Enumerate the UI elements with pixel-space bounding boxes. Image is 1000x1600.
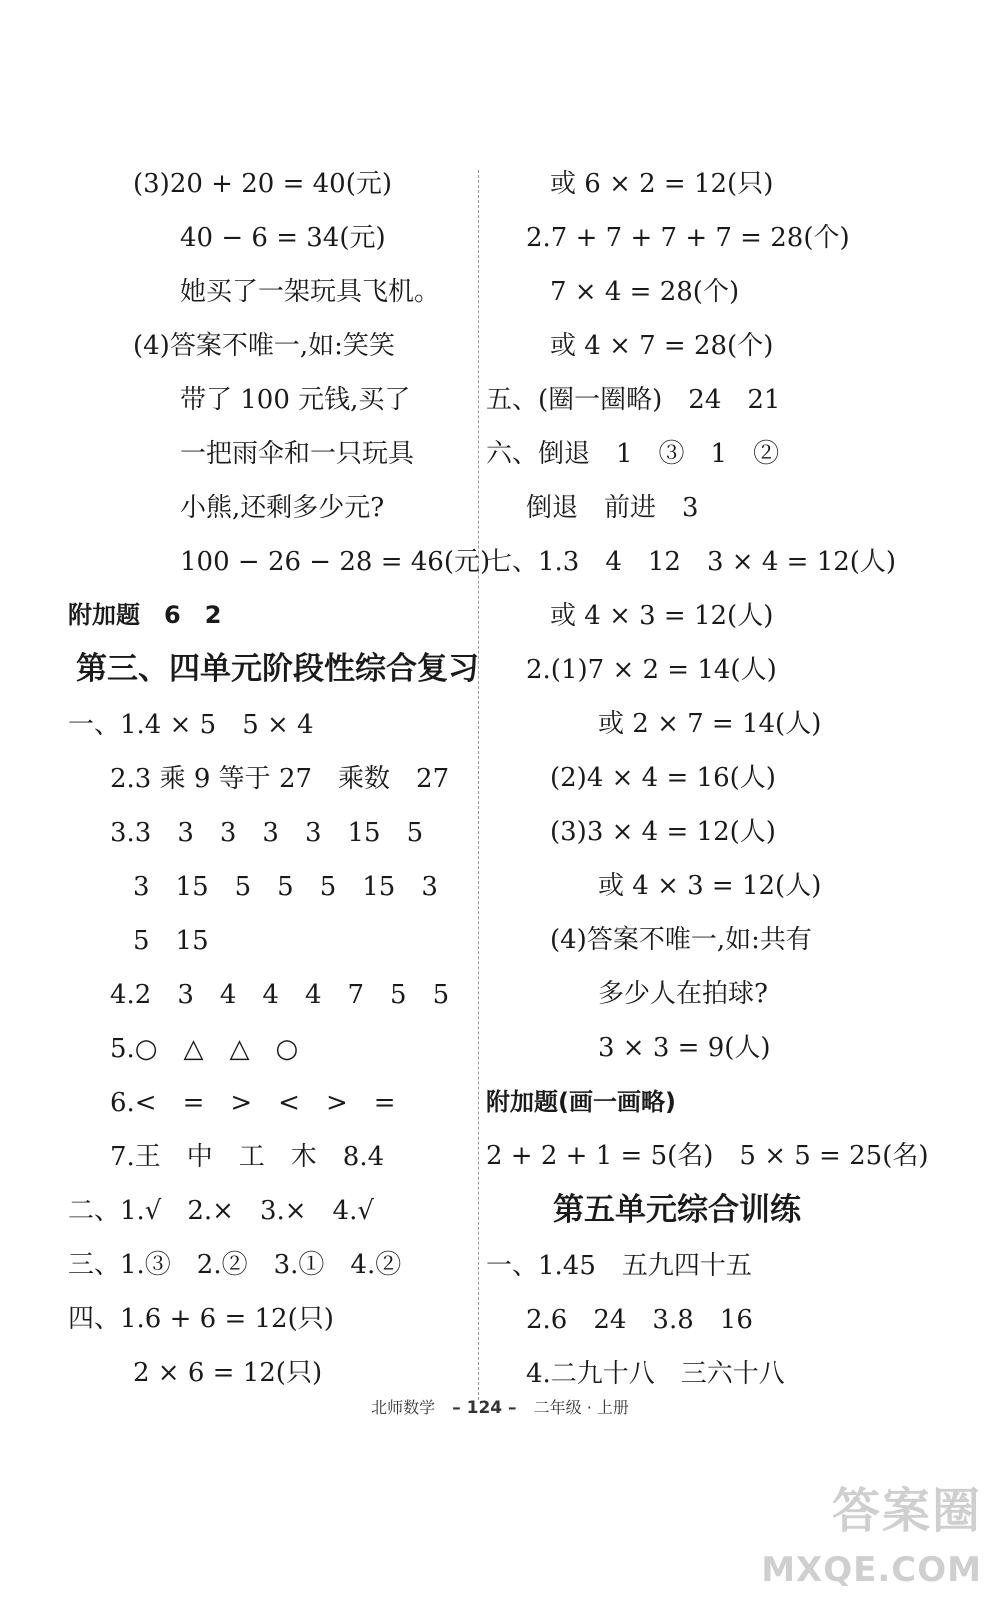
column-divider xyxy=(478,170,479,1400)
answer-line: 小熊,还剩多少元? xyxy=(180,493,385,523)
answer-line: 她买了一架玩具飞机。 xyxy=(180,277,441,307)
answer-line: (4)答案不唯一,如:共有 xyxy=(550,925,812,955)
answer-line: 40 − 6 = 34(元) xyxy=(180,223,386,253)
answer-line: 倒退 前进 3 xyxy=(526,493,699,523)
bonus-question: 附加题(画一画略) xyxy=(486,1088,676,1116)
answer-line: 带了 100 元钱,买了 xyxy=(180,385,411,415)
section-heading: 第三、四单元阶段性综合复习 xyxy=(76,651,479,687)
answer-line: 二、1.√ 2.× 3.× 4.√ xyxy=(68,1196,374,1226)
answer-line: 2.3 乘 9 等于 27 乘数 27 xyxy=(110,764,450,794)
answer-line: 7 × 4 = 28(个) xyxy=(550,277,740,307)
answer-line: 2.(1)7 × 2 = 14(人) xyxy=(526,655,777,685)
answer-line: 3 × 3 = 9(人) xyxy=(598,1033,771,1063)
answer-line: 6.< = > < > = xyxy=(110,1088,396,1118)
answer-line: 一、1.45 五九四十五 xyxy=(486,1251,752,1281)
answer-line: 一把雨伞和一只玩具 xyxy=(180,439,415,469)
answer-line: 2.6 24 3.8 16 xyxy=(526,1305,753,1335)
answer-line: 100 − 26 − 28 = 46(元) xyxy=(180,547,491,577)
answer-line: 或 4 × 7 = 28(个) xyxy=(550,331,774,361)
answer-line: 或 4 × 3 = 12(人) xyxy=(550,601,774,631)
footer-subject: 北师数学 xyxy=(371,1398,436,1417)
answer-line: 三、1.③ 2.② 3.① 4.② xyxy=(68,1250,402,1280)
answer-line: 5 15 xyxy=(133,926,209,956)
answer-line: 3.3 3 3 3 3 15 5 xyxy=(110,818,424,848)
answer-line: 2 × 6 = 12(只) xyxy=(133,1358,323,1388)
answer-line: (3)3 × 4 = 12(人) xyxy=(550,817,776,847)
answer-line: 多少人在拍球? xyxy=(598,979,768,1009)
bonus-question: 附加题 6 2 xyxy=(68,601,222,629)
answer-line: 或 2 × 7 = 14(人) xyxy=(598,709,822,739)
section-heading: 第五单元综合训练 xyxy=(553,1192,801,1228)
answer-line: 5.○ △ △ ○ xyxy=(110,1034,299,1064)
footer-grade: 二年级 · 上册 xyxy=(533,1398,629,1417)
answer-line: 4.2 3 4 4 4 7 5 5 xyxy=(110,980,450,1010)
answer-line: 六、倒退 1 ③ 1 ② xyxy=(486,439,780,469)
answer-line: 或 4 × 3 = 12(人) xyxy=(598,871,822,901)
answer-line: 4.二九十八 三六十八 xyxy=(526,1359,785,1389)
answer-line: 7.王 中 工 木 8.4 xyxy=(110,1142,385,1172)
answer-line: (3)20 + 20 = 40(元) xyxy=(133,169,392,199)
page-number: – 124 – xyxy=(452,1398,517,1418)
answer-line: 一、1.4 × 5 5 × 4 xyxy=(68,710,314,740)
answer-line: 七、1.3 4 12 3 × 4 = 12(人) xyxy=(486,547,897,577)
answer-line: (4)答案不唯一,如:笑笑 xyxy=(133,331,395,361)
watermark-url: MXQE.COM xyxy=(761,1550,982,1590)
answer-line: 或 6 × 2 = 12(只) xyxy=(550,169,774,199)
answer-line: 四、1.6 + 6 = 12(只) xyxy=(68,1304,334,1334)
answer-line: 2 + 2 + 1 = 5(名) 5 × 5 = 25(名) xyxy=(486,1141,929,1171)
answer-line: 2.7 + 7 + 7 + 7 = 28(个) xyxy=(526,223,850,253)
page-footer xyxy=(0,1395,1000,1418)
answer-line: 五、(圈一圈略) 24 21 xyxy=(486,385,781,415)
watermark-logo-text: 答案圈 xyxy=(831,1483,982,1539)
site-watermark xyxy=(750,1472,982,1590)
answer-line: (2)4 × 4 = 16(人) xyxy=(550,763,776,793)
answer-line: 3 15 5 5 5 15 3 xyxy=(133,872,438,902)
